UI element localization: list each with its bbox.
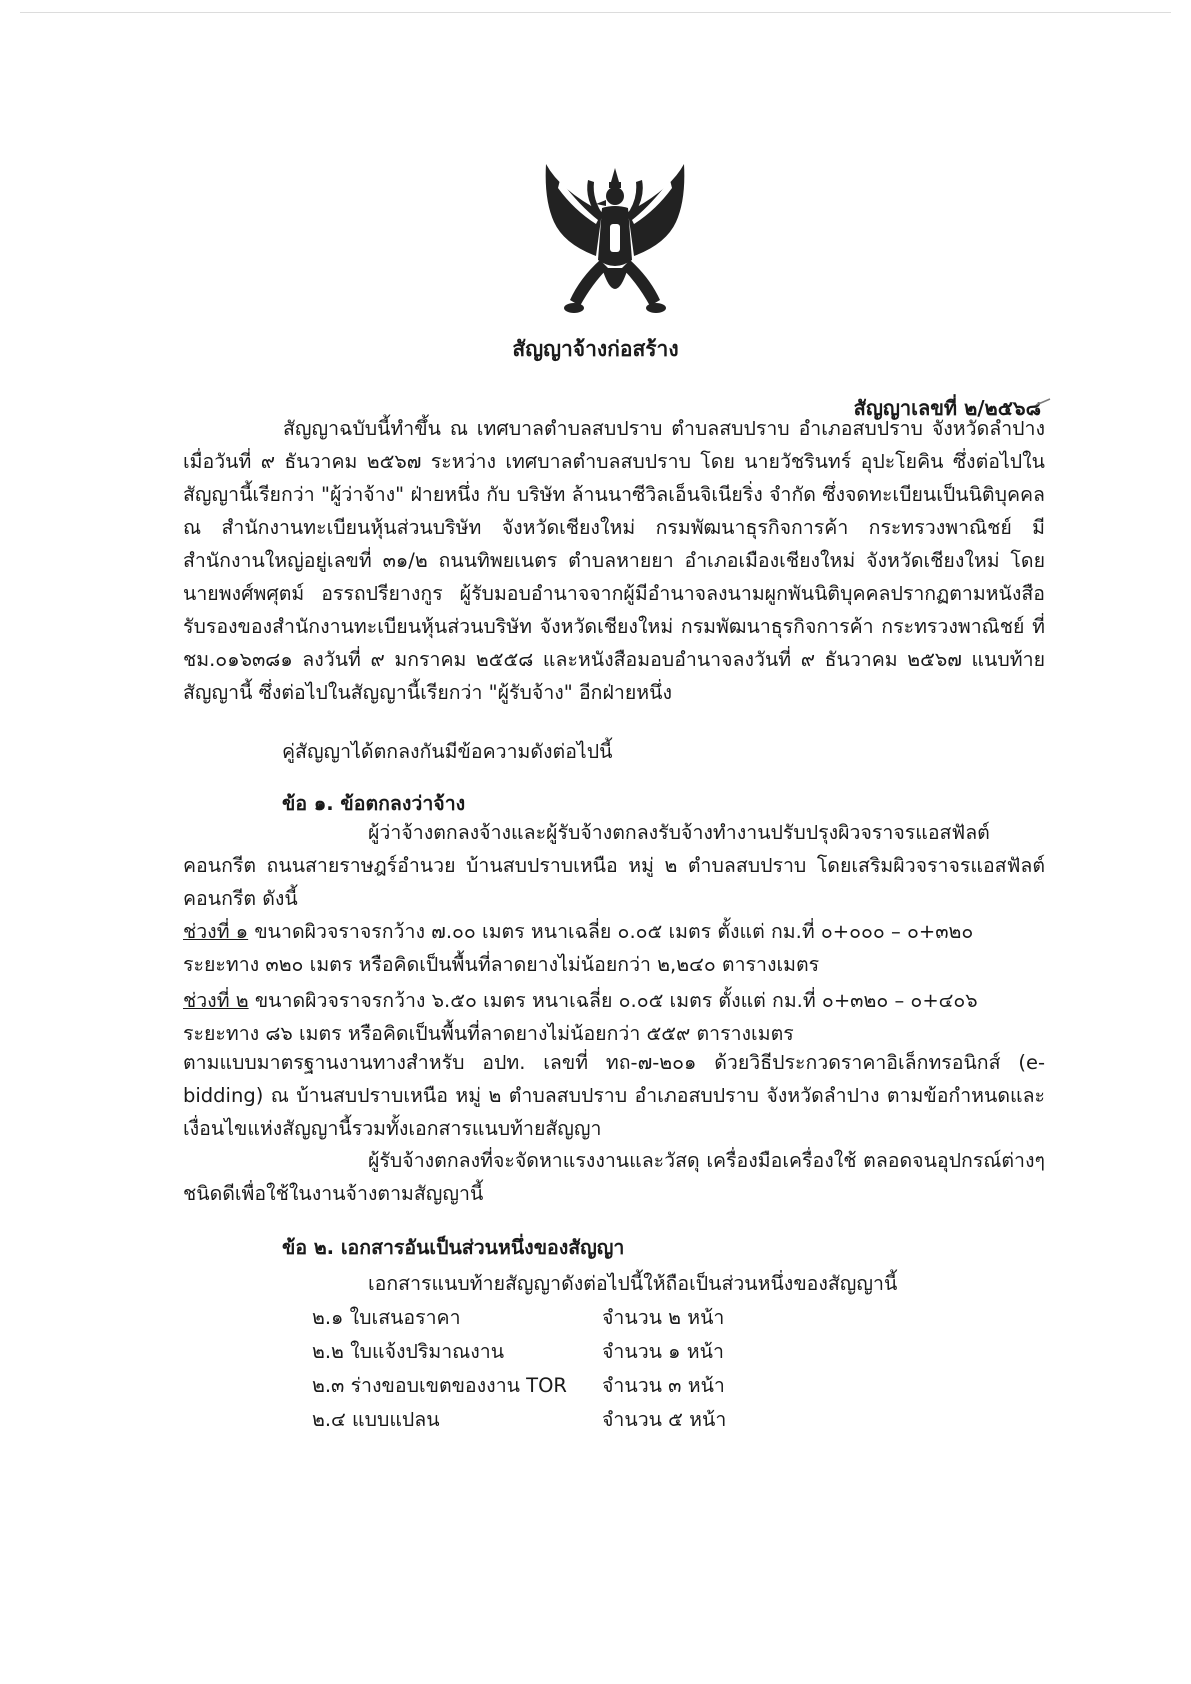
intro-paragraph: สัญญาฉบับนี้ทำขึ้น ณ เทศบาลตำบลสบปราบ ตำบลสบปราบ อำเภอสบปราบ จังหวัดลำปาง เมื่อวันที่ ๙ ธันวาคม ๒๕๖๗ ระหว่าง เทศบาลตำบลสบปราบ โดย นายวัชรินทร์ อุปะโยคิน ซึ่งต่อไปในสัญญานี้เรียกว่า "ผู้ว่าจ้าง" ฝ่ายหนึ่ง กับ บริษัท ล้านนาซีวิลเอ็นจิเนียริ่ง จำกัด ซึ่งจดทะเบียนเป็นนิติบุคคล ณ สำนักงานทะเบียนหุ้นส่วนบริษัท จังหวัดเชียงใหม่ กรมพัฒนาธุรกิจการค้า กระทรวงพาณิชย์ มีสำนักงานใหญ่อยู่เลขที่ ๓๑/๒ ถนนทิพยเนตร ตำบลหายยา อำเภอเมืองเชียงใหม่ จังหวัดเชียงใหม่ โดย นายพงศ์พศุตม์ อรรถปรียางกูร ผู้รับมอบอำนาจจากผู้มีอำนาจลงนามผูกพันนิติบุคคลปรากฏตามหนังสือรับรองของสำนักงานทะเบียนหุ้นส่วนบริษัท จังหวัดเชียงใหม่ กรมพัฒนาธุรกิจการค้า กระทรวงพาณิชย์ ที่ ชม.๐๑๖๓๘๑ ลงวันที่ ๙ มกราคม ๒๕๕๘ และหนังสือมอบอำนาจลงวันที่ ๙ ธันวาคม ๒๕๖๗ แนบท้ายสัญญานี้ ซึ่งต่อไปในสัญญานี้เรียกว่า "ผู้รับจ้าง" อีกฝ่ายหนึ่ง xyxy=(183,417,1045,704)
section1-line-1 xyxy=(183,916,973,947)
document-item: ๒.๓ ร่างขอบเขตของงาน TOR xyxy=(312,1374,567,1397)
section2-label: ช่วงที่ ๒ xyxy=(183,989,249,1012)
pen-tick-icon xyxy=(1035,398,1051,406)
document-item: ๒.๒ ใบแจ้งปริมาณงาน xyxy=(312,1340,505,1363)
section2-line-2: ระยะทาง ๘๖ เมตร หรือคิดเป็นพื้นที่ลาดยางไม่น้อยกว่า ๕๕๙ ตารางเมตร xyxy=(183,1022,794,1045)
document-page-count: จำนวน ๓ หน้า xyxy=(602,1374,725,1397)
section2-detail: ขนาดผิวจราจรกว้าง ๖.๕๐ เมตร หนาเฉลี่ย ๐.๐๕ เมตร ตั้งแต่ กม.ที่ ๐+๓๒๐ – ๐+๔๐๖ xyxy=(254,989,978,1012)
clause1-heading: ข้อ ๑. ข้อตกลงว่าจ้าง xyxy=(282,792,466,815)
clause2-intro: เอกสารแนบท้ายสัญญาดังต่อไปนี้ให้ถือเป็นส่วนหนึ่งของสัญญานี้ xyxy=(368,1272,898,1295)
document-item: ๒.๑ ใบเสนอราคา xyxy=(312,1306,461,1329)
contract-number-value: ๒/๒๕๖๘ xyxy=(964,396,1041,420)
document-item: ๒.๔ แบบแปลน xyxy=(312,1408,440,1431)
section1-label: ช่วงที่ ๑ xyxy=(183,920,249,943)
document-page-count: จำนวน ๑ หน้า xyxy=(602,1340,724,1363)
section1-detail: ขนาดผิวจราจรกว้าง ๗.๐๐ เมตร หนาเฉลี่ย ๐.๐๕ เมตร ตั้งแต่ กม.ที่ ๐+๐๐๐ – ๐+๓๒๐ xyxy=(254,920,974,943)
garuda-emblem-icon xyxy=(540,160,690,330)
document-page-count: จำนวน ๕ หน้า xyxy=(602,1408,727,1431)
contract-number-label: สัญญาเลขที่ xyxy=(853,396,958,420)
clause1-paragraph-3: ผู้รับจ้างตกลงที่จะจัดหาแรงงานและวัสดุ เครื่องมือเครื่องใช้ ตลอดจนอุปกรณ์ต่างๆ ชนิดดีเพื่อใช้ในงานจ้างตามสัญญานี้ xyxy=(183,1149,1045,1205)
document-title: สัญญาจ้างก่อสร้าง xyxy=(512,337,679,361)
section2-line-1 xyxy=(183,985,978,1016)
clause1-paragraph-1: ผู้ว่าจ้างตกลงจ้างและผู้รับจ้างตกลงรับจ้างทำงานปรับปรุงผิวจราจรแอสฟัลต์คอนกรีต ถนนสายราษฎร์อำนวย บ้านสบปราบเหนือ หมู่ ๒ ตำบลสบปราบ โดยเสริมผิวจราจรแอสฟัลต์คอนกรีต ดังนี้ xyxy=(183,821,1045,910)
section1-line-2: ระยะทาง ๓๒๐ เมตร หรือคิดเป็นพื้นที่ลาดยางไม่น้อยกว่า ๒,๒๔๐ ตารางเมตร xyxy=(183,953,820,976)
clause1-paragraph-2: ตามแบบมาตรฐานงานทางสำหรับ อปท. เลขที่ ทถ-๗-๒๐๑ ด้วยวิธีประกวดราคาอิเล็กทรอนิกส์ (e-bidding) ณ บ้านสบปราบเหนือ หมู่ ๒ ตำบลสบปราบ อำเภอสบปราบ จังหวัดลำปาง ตามข้อกำหนดและเงื่อนไขแห่งสัญญานี้รวมทั้งเอกสารแนบท้ายสัญญา xyxy=(183,1051,1045,1140)
agreement-intro: คู่สัญญาได้ตกลงกันมีข้อความดังต่อไปนี้ xyxy=(282,740,613,763)
scan-edge-line xyxy=(20,12,1171,13)
document-page-count: จำนวน ๒ หน้า xyxy=(602,1306,725,1329)
clause2-heading: ข้อ ๒. เอกสารอันเป็นส่วนหนึ่งของสัญญา xyxy=(282,1236,625,1259)
